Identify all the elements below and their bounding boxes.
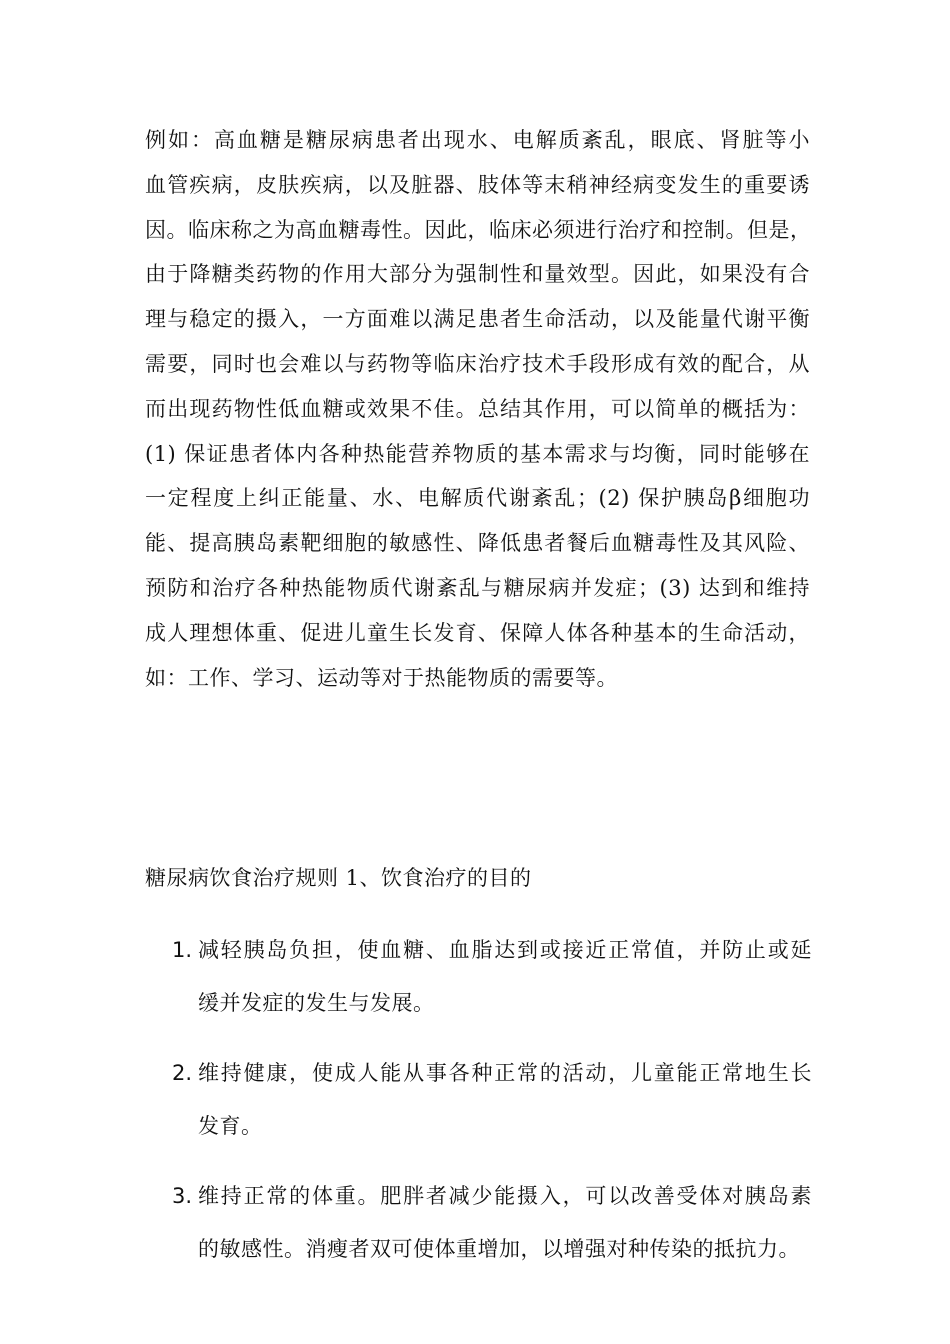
paragraph-line: 成人理想体重、促进儿童生长发育、保障人体各种基本的生命活动， bbox=[145, 620, 810, 645]
paragraph-line: 血管疾病，皮肤疾病，以及脏器、肢体等末稍神经病变发生的重要诱 bbox=[145, 172, 810, 197]
list-item-number: 2. bbox=[172, 1061, 193, 1085]
paragraph-line: 由于降糖类药物的作用大部分为强制性和量效型。因此，如果没有合 bbox=[145, 262, 810, 287]
list-item-line: 的敏感性。消瘦者双可使体重增加，以增强对种传染的抵抗力。 bbox=[198, 1237, 800, 1261]
list-item-line: 发育。 bbox=[198, 1114, 263, 1138]
paragraph-line: 需要，同时也会难以与药物等临床治疗技术手段形成有效的配合，从 bbox=[145, 351, 810, 376]
paragraph-line: 而出现药物性低血糖或效果不佳。总结其作用，可以简单的概括为： bbox=[145, 396, 810, 421]
section-heading: 糖尿病饮食治疗规则 1、饮食治疗的目的 bbox=[145, 866, 532, 890]
list-item-line: 缓并发症的发生与发展。 bbox=[198, 991, 435, 1015]
list-item bbox=[172, 1051, 812, 1157]
list-item bbox=[172, 928, 812, 1034]
list-item bbox=[172, 1174, 812, 1280]
paragraph-line: 如：工作、学习、运动等对于热能物质的需要等。 bbox=[145, 665, 618, 690]
paragraph-line: (1) 保证患者体内各种热能营养物质的基本需求与均衡，同时能够在 bbox=[145, 441, 810, 466]
body-paragraph bbox=[145, 118, 810, 700]
paragraph-line: 一定程度上纠正能量、水、电解质代谢紊乱；(2) 保护胰岛β细胞功 bbox=[145, 486, 810, 511]
paragraph-line: 因。临床称之为高血糖毒性。因此，临床必须进行治疗和控制。但是， bbox=[145, 217, 812, 242]
list-item-number: 3. bbox=[172, 1184, 193, 1208]
list-item-number: 1. bbox=[172, 938, 193, 962]
paragraph-line: 能、提高胰岛素靶细胞的敏感性、降低患者餐后血糖毒性及其风险、 bbox=[145, 531, 810, 556]
paragraph-line: 例如：高血糖是糖尿病患者出现水、电解质紊乱，眼底、肾脏等小 bbox=[145, 128, 810, 152]
list-item-line: 维持正常的体重。肥胖者减少能摄入，可以改善受体对胰岛素 bbox=[198, 1184, 812, 1208]
paragraph-line: 预防和治疗各种热能物质代谢紊乱与糖尿病并发症；(3) 达到和维持 bbox=[145, 575, 810, 600]
list-item-line: 维持健康，使成人能从事各种正常的活动，儿童能正常地生长 bbox=[198, 1061, 812, 1085]
list-item-line: 减轻胰岛负担，使血糖、血脂达到或接近正常值，并防止或延 bbox=[198, 938, 812, 962]
goals-list bbox=[172, 928, 812, 1297]
paragraph-line: 理与稳定的摄入，一方面难以满足患者生命活动，以及能量代谢平衡 bbox=[145, 307, 810, 332]
